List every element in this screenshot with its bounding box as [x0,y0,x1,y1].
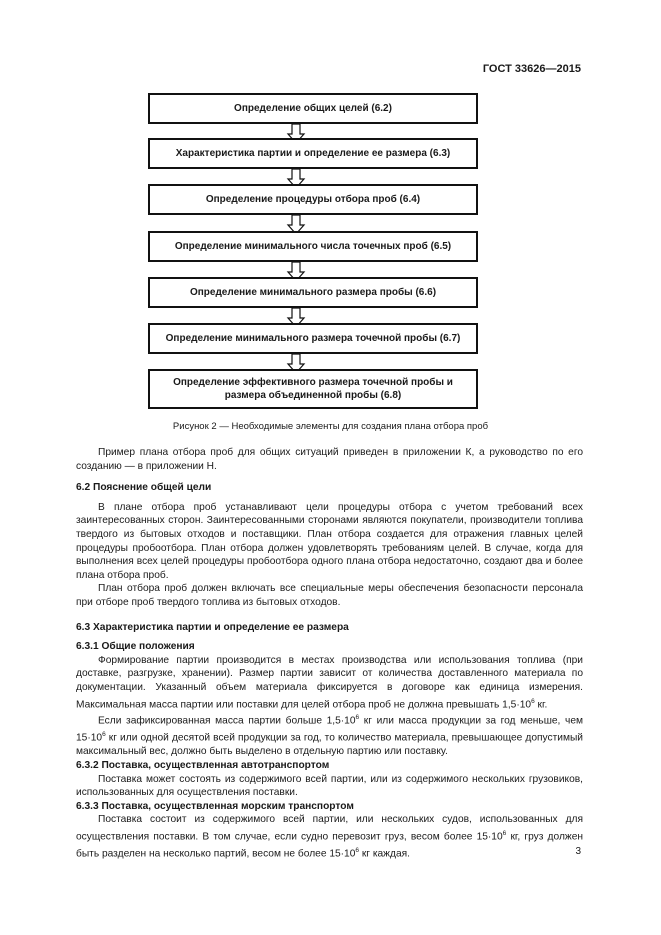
figure-caption: Рисунок 2 — Необходимые элементы для создания плана отбора проб [172,421,489,432]
paragraph: Поставка состоит из содержимого всей партии, или нескольких судов, использованных для осуществления поставки. В том случае, если судно перевозит груз, весом более $15\cdot 10^6$ кг, груз должен быть разделен на несколько партий, весом не более $15\cdot 10^6$ кг каждая. [76,814,583,860]
subsection-heading: 6.3.1 Общие положения [76,641,195,653]
flow-box-lot-characteristics: Характеристика партии и определение ее размера (6.3) [148,138,478,169]
paragraph: Формирование партии производится в местах производства или использования топлива (при доставке, разгрузке, хранении). Размер партии зависит от количества доставленного материала по документации. Указанный объем материала фиксируется в договоре как единица измерения. Максимальная масса партии или поставки для целей отбора проб не должна превышать $1,5\cdot 10^6$ кг. [76,654,583,710]
paragraph: Поставка может состоять из содержимого всей партии, или из содержимого нескольких грузовиков, использованных для осуществления поставки. [76,773,583,799]
flow-box-sampling-procedure: Определение процедуры отбора проб (6.4) [148,184,478,215]
paragraph: План отбора проб должен включать все специальные меры обеспечения безопасности персонала при отборе проб твердого топлива из бытовых отходов. [76,583,583,608]
flow-box-min-increment-size: Определение минимального размера точечной пробы (6.7) [148,323,478,354]
flow-box-effective-size: Определение эффективного размера точечной пробы и размера объединенной пробы (6.8) [148,369,478,409]
section-heading: 6.2 Пояснение общей цели [76,482,212,494]
paragraph: Если зафиксированная масса партии больше $1,5\cdot 10^6$ кг или масса продукции за год меньше, чем $15\cdot 10^6$ кг или одной десятой всей продукции за год, то количество материала, превышающее допустимый максимальный вес, должно быть выделено в отдельную партию или поставку. [76,714,583,758]
paragraph: Пример плана отбора проб для общих ситуаций приведен в приложении К, а руководство по его созданию — в приложении Н. [76,447,583,472]
main-text [76,446,583,861]
document-id: ГОСТ 33626—2015 [482,63,581,75]
paragraph: В плане отбора проб устанавливают цели процедуры отбора с учетом требований всех заинтересованных сторон. Заинтересованными сторонами являются покупатели, производители топлива твердого из бытовых отходов и поставщики. План отбора создается для отражения главных целей процедуры пробоотбора. План отбора должен удовлетворять требованиям целей. В случае, когда для выполнения всех целей процедуры пробоотбора одного плана отбора недостаточно, создают два и более плана отбора проб. [76,501,583,581]
flow-box-general-goals: Определение общих целей (6.2) [148,93,478,124]
subsection-heading: 6.3.2 Поставка, осуществленная автотранспортом [76,760,330,772]
subsection-heading: 6.3.3 Поставка, осуществленная морским транспортом [76,800,354,812]
page-number: 3 [575,846,581,857]
flowchart [148,93,482,413]
section-heading: 6.3 Характеристика партии и определение ее размера [76,621,349,633]
flow-box-min-sample-size: Определение минимального размера пробы (6.6) [148,277,478,308]
flow-box-min-increments: Определение минимального числа точечных проб (6.5) [148,231,478,262]
